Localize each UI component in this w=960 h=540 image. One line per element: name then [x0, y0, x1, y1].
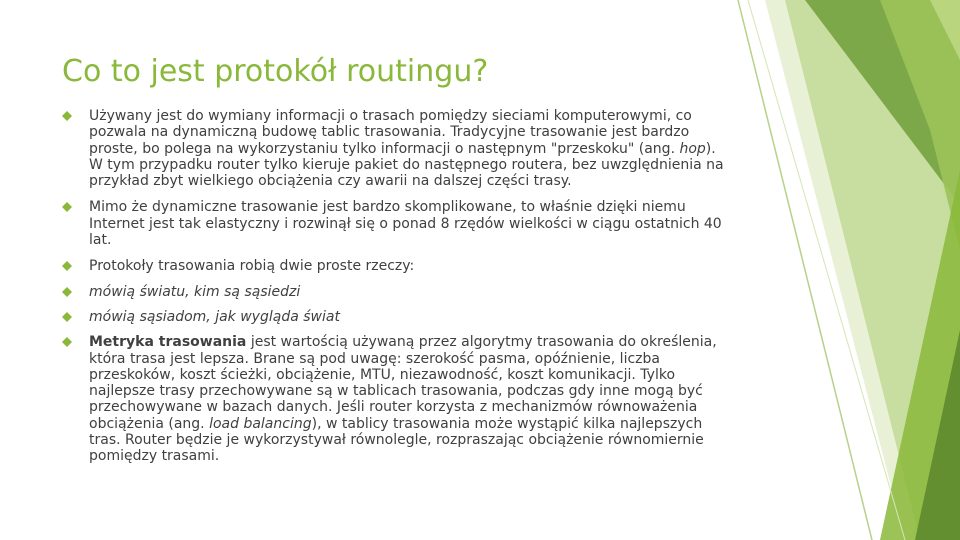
bullet-routing-metric — [62, 334, 730, 464]
bullet-italic-term: hop — [679, 140, 706, 157]
bullet-dynamic-routing — [62, 199, 730, 248]
bullet-text: Protokoły trasowania robią dwie proste rzeczy: — [89, 258, 415, 275]
bullet-text: Mimo że dynamiczne trasowanie jest bardzo skomplikowane, to właśnie dzięki niemu Internet jest tak elastyczny i rozwinął się o ponad 8 rzędów wielkości w ciągu ostatnich 40 lat. — [89, 199, 722, 249]
bullet-italic-term: load balancing — [209, 415, 312, 432]
bullet-tell-world — [62, 284, 730, 300]
bullet-list — [62, 108, 730, 465]
diamond-bullet-icon — [62, 287, 72, 297]
bullet-text: Używany jest do wymiany informacji o trasach pomiędzy sieciami komputerowymi, co pozwala na dynamiczną budowę tablic trasowania. Tradycyjne trasowanie jest bardzo proste, bo polega na wykorzystaniu tylko informacji o następnym "przeskoku" (ang. — [89, 108, 692, 157]
diamond-bullet-icon — [62, 312, 72, 322]
diamond-bullet-icon — [62, 202, 72, 212]
diamond-bullet-icon — [62, 337, 72, 347]
bullet-italic-text: mówią światu, kim są sąsiedzi — [89, 283, 301, 300]
bullet-italic-text: mówią sąsiadom, jak wygląda świat — [89, 308, 340, 325]
diamond-bullet-icon — [62, 261, 72, 271]
slide-title: Co to jest protokół routingu? — [62, 54, 489, 89]
bullet-routing-protocol-usage — [62, 108, 730, 189]
diamond-bullet-icon — [62, 111, 72, 121]
bullet-text-after: ), w tablicy trasowania może wystąpić kilka najlepszych tras. Router będzie je wykorzystywał równolegle, rozpraszając obciążenie równomiernie pomiędzy trasami. — [89, 415, 704, 465]
bullet-text: jest wartością używaną przez algorytmy trasowania do określenia, która trasa jest lepsza. Brane są pod uwagę: szerokość pasma, opóźnienie, liczba przeskoków, koszt ścieżki, obciążenie, MTU, niezawodność, koszt komunikacji. Tylko najlepsze trasy przechowywane są w tablicach trasowania, podczas gdy inne mogą być przechowywane w bazach danych. Jeśli router korzysta z mechanizmów równoważenia obciążenia (ang. — [89, 334, 717, 432]
bullet-text-after: ). W tym przypadku router tylko kieruje pakiet do następnego routera, bez uwzględnienia na przykład zbyt wielkiego obciążenia czy awarii na dalszej części trasy. — [89, 140, 724, 190]
bullet-bold-term: Metryka trasowania — [89, 334, 247, 351]
bullet-tell-neighbors — [62, 309, 730, 325]
bullet-two-tasks — [62, 258, 730, 274]
